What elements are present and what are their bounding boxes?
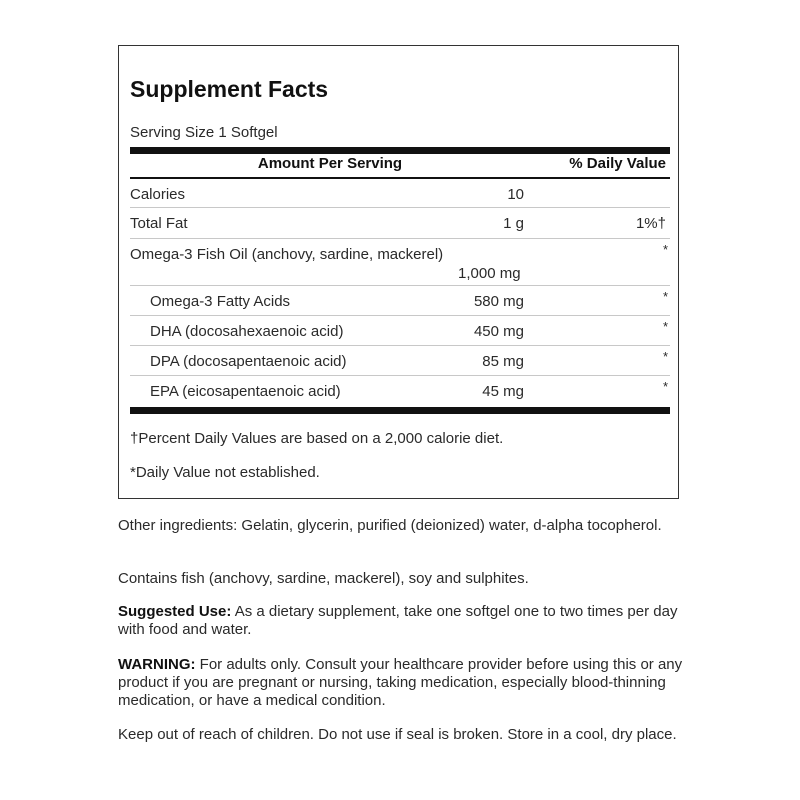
row-amount: 10 (507, 186, 524, 203)
amount-per-serving-header: Amount Per Serving (257, 155, 403, 172)
row-name: DHA (docosahexaenoic acid) (150, 323, 344, 340)
supplement-facts-title: Supplement Facts (130, 76, 329, 102)
other-ingredients: Other ingredients: Gelatin, glycerin, purified (deionized) water, d-alpha tocopherol. (118, 517, 662, 534)
table-row (130, 346, 670, 376)
percent-daily-footnote: †Percent Daily Values are based on a 2,000 calorie diet. (130, 430, 504, 447)
row-dv: * (662, 349, 668, 364)
supplement-facts-panel (118, 45, 679, 499)
row-dv: * (662, 379, 668, 394)
daily-value-footnote: *Daily Value not established. (130, 464, 320, 481)
row-name: Omega-3 Fatty Acids (150, 293, 291, 310)
row-amount: 450 mg (473, 323, 524, 340)
warning-text: For adults only. Consult your healthcare provider before using this or any product if you are pregnant or nursing, taking medication, especially blood-thinning medication, or have a medical condition. (118, 656, 683, 709)
table-row (130, 179, 670, 208)
allergen-statement: Contains fish (anchovy, sardine, mackerel), soy and sulphites. (118, 570, 529, 587)
bottom-thick-divider (130, 407, 670, 414)
top-thick-divider (130, 147, 670, 154)
row-dv: 1%† (635, 215, 666, 232)
warning (118, 656, 688, 710)
suggested-use-text: As a dietary supplement, take one softgel one to two times per day with food and water. (118, 603, 678, 638)
row-dv: * (662, 289, 668, 304)
row-amount: 1 g (503, 215, 524, 232)
row-name: Omega-3 Fish Oil (anchovy, sardine, mackerel) (130, 246, 444, 263)
table-header (130, 155, 670, 177)
row-amount: 1,000 mg (458, 265, 521, 282)
storage-instructions: Keep out of reach of children. Do not use if seal is broken. Store in a cool, dry place. (118, 726, 677, 743)
row-name: Total Fat (130, 215, 188, 232)
row-dv: * (662, 319, 668, 334)
serving-size: Serving Size 1 Softgel (130, 124, 278, 141)
table-row (130, 239, 670, 286)
row-name: DPA (docosapentaenoic acid) (150, 353, 347, 370)
table-row (130, 316, 670, 346)
row-dv: * (662, 242, 668, 257)
warning-label: WARNING: (118, 656, 196, 673)
suggested-use (118, 603, 688, 639)
table-row (130, 208, 670, 239)
table-row (130, 286, 670, 316)
row-name: Calories (130, 186, 186, 203)
row-name: EPA (eicosapentaenoic acid) (150, 383, 341, 400)
row-amount: 45 mg (482, 383, 524, 400)
row-amount: 85 mg (482, 353, 524, 370)
table-row (130, 376, 670, 407)
suggested-use-label: Suggested Use: (118, 603, 232, 620)
row-amount: 580 mg (473, 293, 524, 310)
daily-value-header: % Daily Value (569, 155, 666, 172)
